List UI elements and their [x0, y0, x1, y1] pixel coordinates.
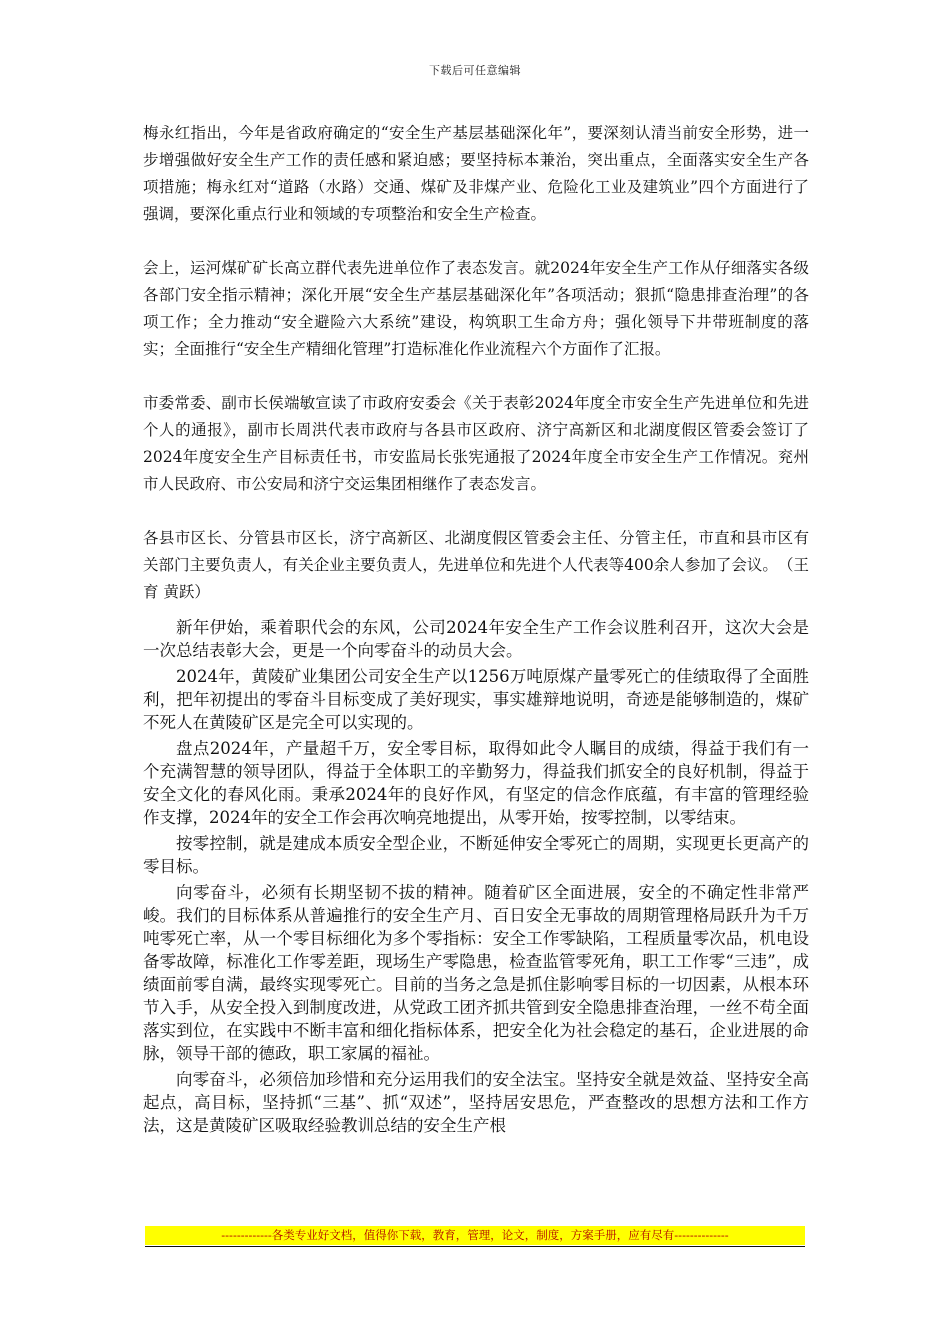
paragraph: 按零控制，就是建成本质安全型企业，不断延伸安全零死亡的周期，实现更长更高产的零目标。 — [143, 834, 809, 876]
paragraph: 2024年，黄陵矿业集团公司安全生产以1256万吨原煤产量零死亡的佳绩取得了全面胜利，把年初提出的零奋斗目标变成了美好现实，事实雄辩地说明，奇迹是能够制造的，煤矿不死人在黄陵矿区是完全可以实现的。 — [143, 667, 809, 732]
page-header-note: 下载后可任意编辑 — [429, 64, 521, 77]
paragraph: 梅永红指出，今年是省政府确定的“安全生产基层基础深化年”，要深刻认清当前安全形势，进一步增强做好安全生产工作的责任感和紧迫感；要坚持标本兼治，突出重点，全面落实安全生产各项措施；梅永红对“道路（水路）交通、煤矿及非煤产业、危险化工业及建筑业”四个方面进行了强调，要深化重点行业和领域的专项整治和安全生产检查。 — [143, 124, 809, 223]
paragraph: 会上，运河煤矿矿长高立群代表先进单位作了表态发言。就2024年安全生产工作从仔细落实各级各部门安全指示精神；深化开展“安全生产基层基础深化年”各项活动；狠抓“隐患排查治理”的各项工作；全力推动“安全避险六大系统”建设，构筑职工生命方舟；强化领导下井带班制度的落实；全面推行“安全生产精细化管理”打造标准化作业流程六个方面作了汇报。 — [143, 259, 809, 358]
commentary-section — [143, 616, 809, 1140]
paragraph: 市委常委、副市长侯端敏宣读了市政府安委会《关于表彰2024年度全市安全生产先进单位和先进个人的通报》，副市长周洪代表市政府与各县市区政府、济宁高新区和北湖度假区管委会签订了2024年度安全生产目标责任书，市安监局长张宪通报了2024年度全市安全生产工作情况。兖州市人民政府、市公安局和济宁交运集团相继作了表态发言。 — [143, 394, 809, 493]
news-report-section — [143, 120, 809, 633]
paragraph: 向零奋斗，必须倍加珍惜和充分运用我们的安全法宝。坚持安全就是效益、坚持安全高起点，高目标，坚持抓“三基”、抓“双述”，坚持居安思危，严查整改的思想方法和工作方法，这是黄陵矿区吸取经验教训总结的安全生产根 — [143, 1070, 809, 1135]
paragraph: 向零奋斗，必须有长期坚韧不拔的精神。随着矿区全面进展，安全的不确定性非常严峻。我们的目标体系从普遍推行的安全生产月、百日安全无事故的周期管理格局跃升为千万吨零死亡率，从一个零目标细化为多个零指标：安全工作零缺陷，工程质量零次品，机电设备零故障，标准化工作零差距，现场生产零隐患，检查监管零死角，职工工作零“三违”，成绩面前零自满，最终实现零死亡。目前的当务之急是抓住影响零目标的一切因素，从根本环节入手，从安全投入到制度改进，从党政工团齐抓共管到安全隐患排查治理，一丝不苟全面落实到位，在实践中不断丰富和细化指标体系，把安全化为社会稳定的基石，企业进展的命脉，领导干部的德政，职工家属的福祉。 — [143, 883, 809, 1063]
paragraph: 盘点2024年，产量超千万，安全零目标，取得如此令人瞩目的成绩，得益于我们有一个充满智慧的领导团队，得益于全体职工的辛勤努力，得益我们抓安全的良好机制，得益于安全文化的春风化雨。秉承2024年的良好作风，有坚定的信念作底蕴，有丰富的管理经验作支撑，2024年的安全工作会再次响亮地提出，从零开始，按零控制，以零结束。 — [143, 739, 809, 827]
footer-banner: -------------各类专业好文档，值得你下载，教育，管理，论文，制度，方案手册，应有尽有-------------- — [145, 1226, 805, 1245]
paragraph: 新年伊始，乘着职代会的东风，公司2024年安全生产工作会议胜利召开，这次大会是一次总结表彰大会，更是一个向零奋斗的动员大会。 — [143, 618, 809, 660]
footer-divider — [145, 1246, 805, 1247]
paragraph: 各县市区长、分管县市区长，济宁高新区、北湖度假区管委会主任、分管主任，市直和县市区有关部门主要负责人，有关企业主要负责人，先进单位和先进个人代表等400余人参加了会议。 （王育 黄跃） — [143, 529, 809, 601]
